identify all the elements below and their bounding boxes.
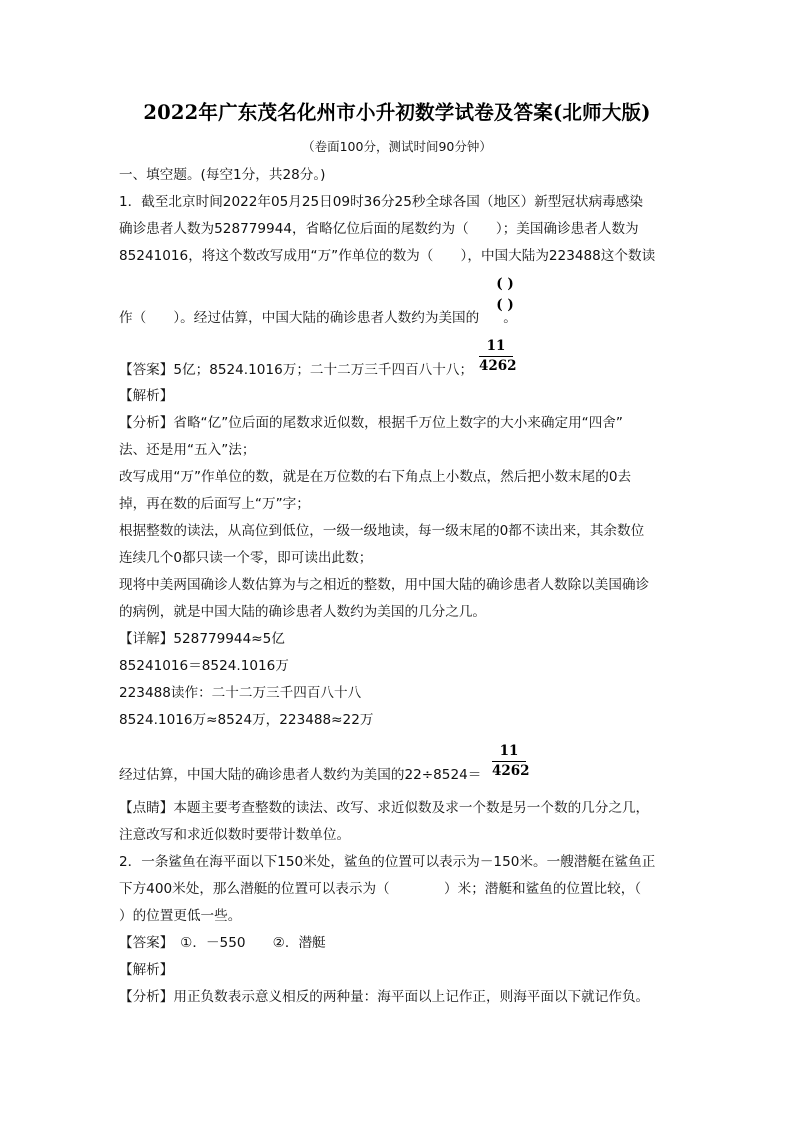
question-2-line-1: 2．一条鲨鱼在海平面以下150米处，鲨鱼的位置可以表示为－150米。一艘潜艇在鲨鱼正 bbox=[119, 854, 656, 870]
analysis-heading-2: 【解析】 bbox=[119, 962, 174, 978]
analysis-1-line-7: 现将中美两国确诊人数估算为与之相近的整数，用中国大陆的确诊患者人数除以美国确诊 bbox=[119, 577, 650, 593]
page-subtitle: （卷面100分，测试时间90分钟） bbox=[302, 139, 492, 154]
analysis-1-line-4: 掉，再在数的后面写上“万”字； bbox=[119, 496, 310, 512]
question-2-line-3: ）的位置更低一些。 bbox=[119, 908, 242, 924]
question-2-line-2: 下方400米处，那么潜艇的位置可以表示为（ ）米；潜艇和鲨鱼的位置比较，（ bbox=[119, 881, 642, 897]
blank-fraction-denominator: ( ) bbox=[496, 297, 514, 313]
detail-fraction-bar bbox=[492, 761, 526, 762]
comment-1-line-1: 【点睛】本题主要考查整数的读法、改写、求近似数及求一个数是另一个数的几分之几， bbox=[119, 800, 650, 816]
analysis-1-line-8: 的病例，就是中国大陆的确诊患者人数约为美国的几分之几。 bbox=[119, 604, 487, 620]
question-1-line-3: 85241016，将这个数改写成用“万”作单位的数为（ ），中国大陆为223488这个数读 bbox=[119, 248, 656, 264]
page-title: 2022年广东茂名化州市小升初数学试卷及答案(北师大版) bbox=[143, 101, 651, 124]
answer-1: 【答案】5亿；8524.1016万；二十二万三千四百八十八； bbox=[119, 362, 474, 378]
blank-fraction-numerator: ( ) bbox=[496, 276, 514, 292]
question-1-line-4 bbox=[119, 308, 689, 328]
detail-fraction-numerator: 11 bbox=[499, 743, 519, 759]
detail-1-line-2: 85241016＝8524.1016万 bbox=[119, 658, 289, 674]
answer-fraction-denominator: 4262 bbox=[479, 358, 517, 374]
analysis-1-line-5: 根据整数的读法，从高位到低位，一级一级地读，每一级末尾的0都不读出来，其余数位 bbox=[119, 523, 645, 539]
detail-1-line-4: 8524.1016万≈8524万，223488≈22万 bbox=[119, 712, 374, 728]
answer-fraction-numerator: 11 bbox=[486, 338, 506, 354]
question-1-line-4-text: 作（ ）。经过估算，中国大陆的确诊患者人数约为美国的 bbox=[119, 310, 480, 326]
comment-1-line-2: 注意改写和求近似数时要带计数单位。 bbox=[119, 827, 351, 843]
question-1-line-4-end: 。 bbox=[503, 310, 517, 326]
detail-1-line-3: 223488读作：二十二万三千四百八十八 bbox=[119, 685, 362, 701]
question-1-line-2: 确诊患者人数为528779944，省略亿位后面的尾数约为（ ）；美国确诊患者人数为 bbox=[119, 221, 639, 237]
analysis-2-line-1: 【分析】用正负数表示意义相反的两种量：海平面以上记作正，则海平面以下就记作负。 bbox=[119, 989, 650, 1005]
analysis-1-line-1: 【分析】省略“亿”位后面的尾数求近似数，根据千万位上数字的大小来确定用“四舍” bbox=[119, 415, 623, 431]
question-1-line-1: 1．截至北京时间2022年05月25日09时36分25秒全球各国（地区）新型冠状病毒感染 bbox=[119, 194, 643, 210]
section-heading: 一、填空题。(每空1分，共28分。) bbox=[119, 167, 326, 183]
detail-1-line-5: 经过估算，中国大陆的确诊患者人数约为美国的22÷8524＝ bbox=[119, 767, 482, 783]
analysis-heading-1: 【解析】 bbox=[119, 388, 174, 404]
analysis-1-line-3: 改写成用“万”作单位的数，就是在万位数的右下角点上小数点，然后把小数末尾的0去 bbox=[119, 469, 632, 485]
answer-2: 【答案】 ①．－550 ②．潜艇 bbox=[119, 935, 326, 951]
detail-fraction-denominator: 4262 bbox=[492, 763, 530, 779]
detail-1-line-1: 【详解】528779944≈5亿 bbox=[119, 631, 285, 647]
answer-fraction bbox=[479, 338, 517, 375]
detail-fraction bbox=[492, 743, 530, 780]
analysis-1-line-2: 法、还是用“五入”法； bbox=[119, 442, 256, 458]
analysis-1-line-6: 连续几个0都只读一个零，即可读出此数； bbox=[119, 550, 373, 566]
answer-fraction-bar bbox=[479, 356, 513, 357]
blank-fraction bbox=[492, 276, 518, 314]
